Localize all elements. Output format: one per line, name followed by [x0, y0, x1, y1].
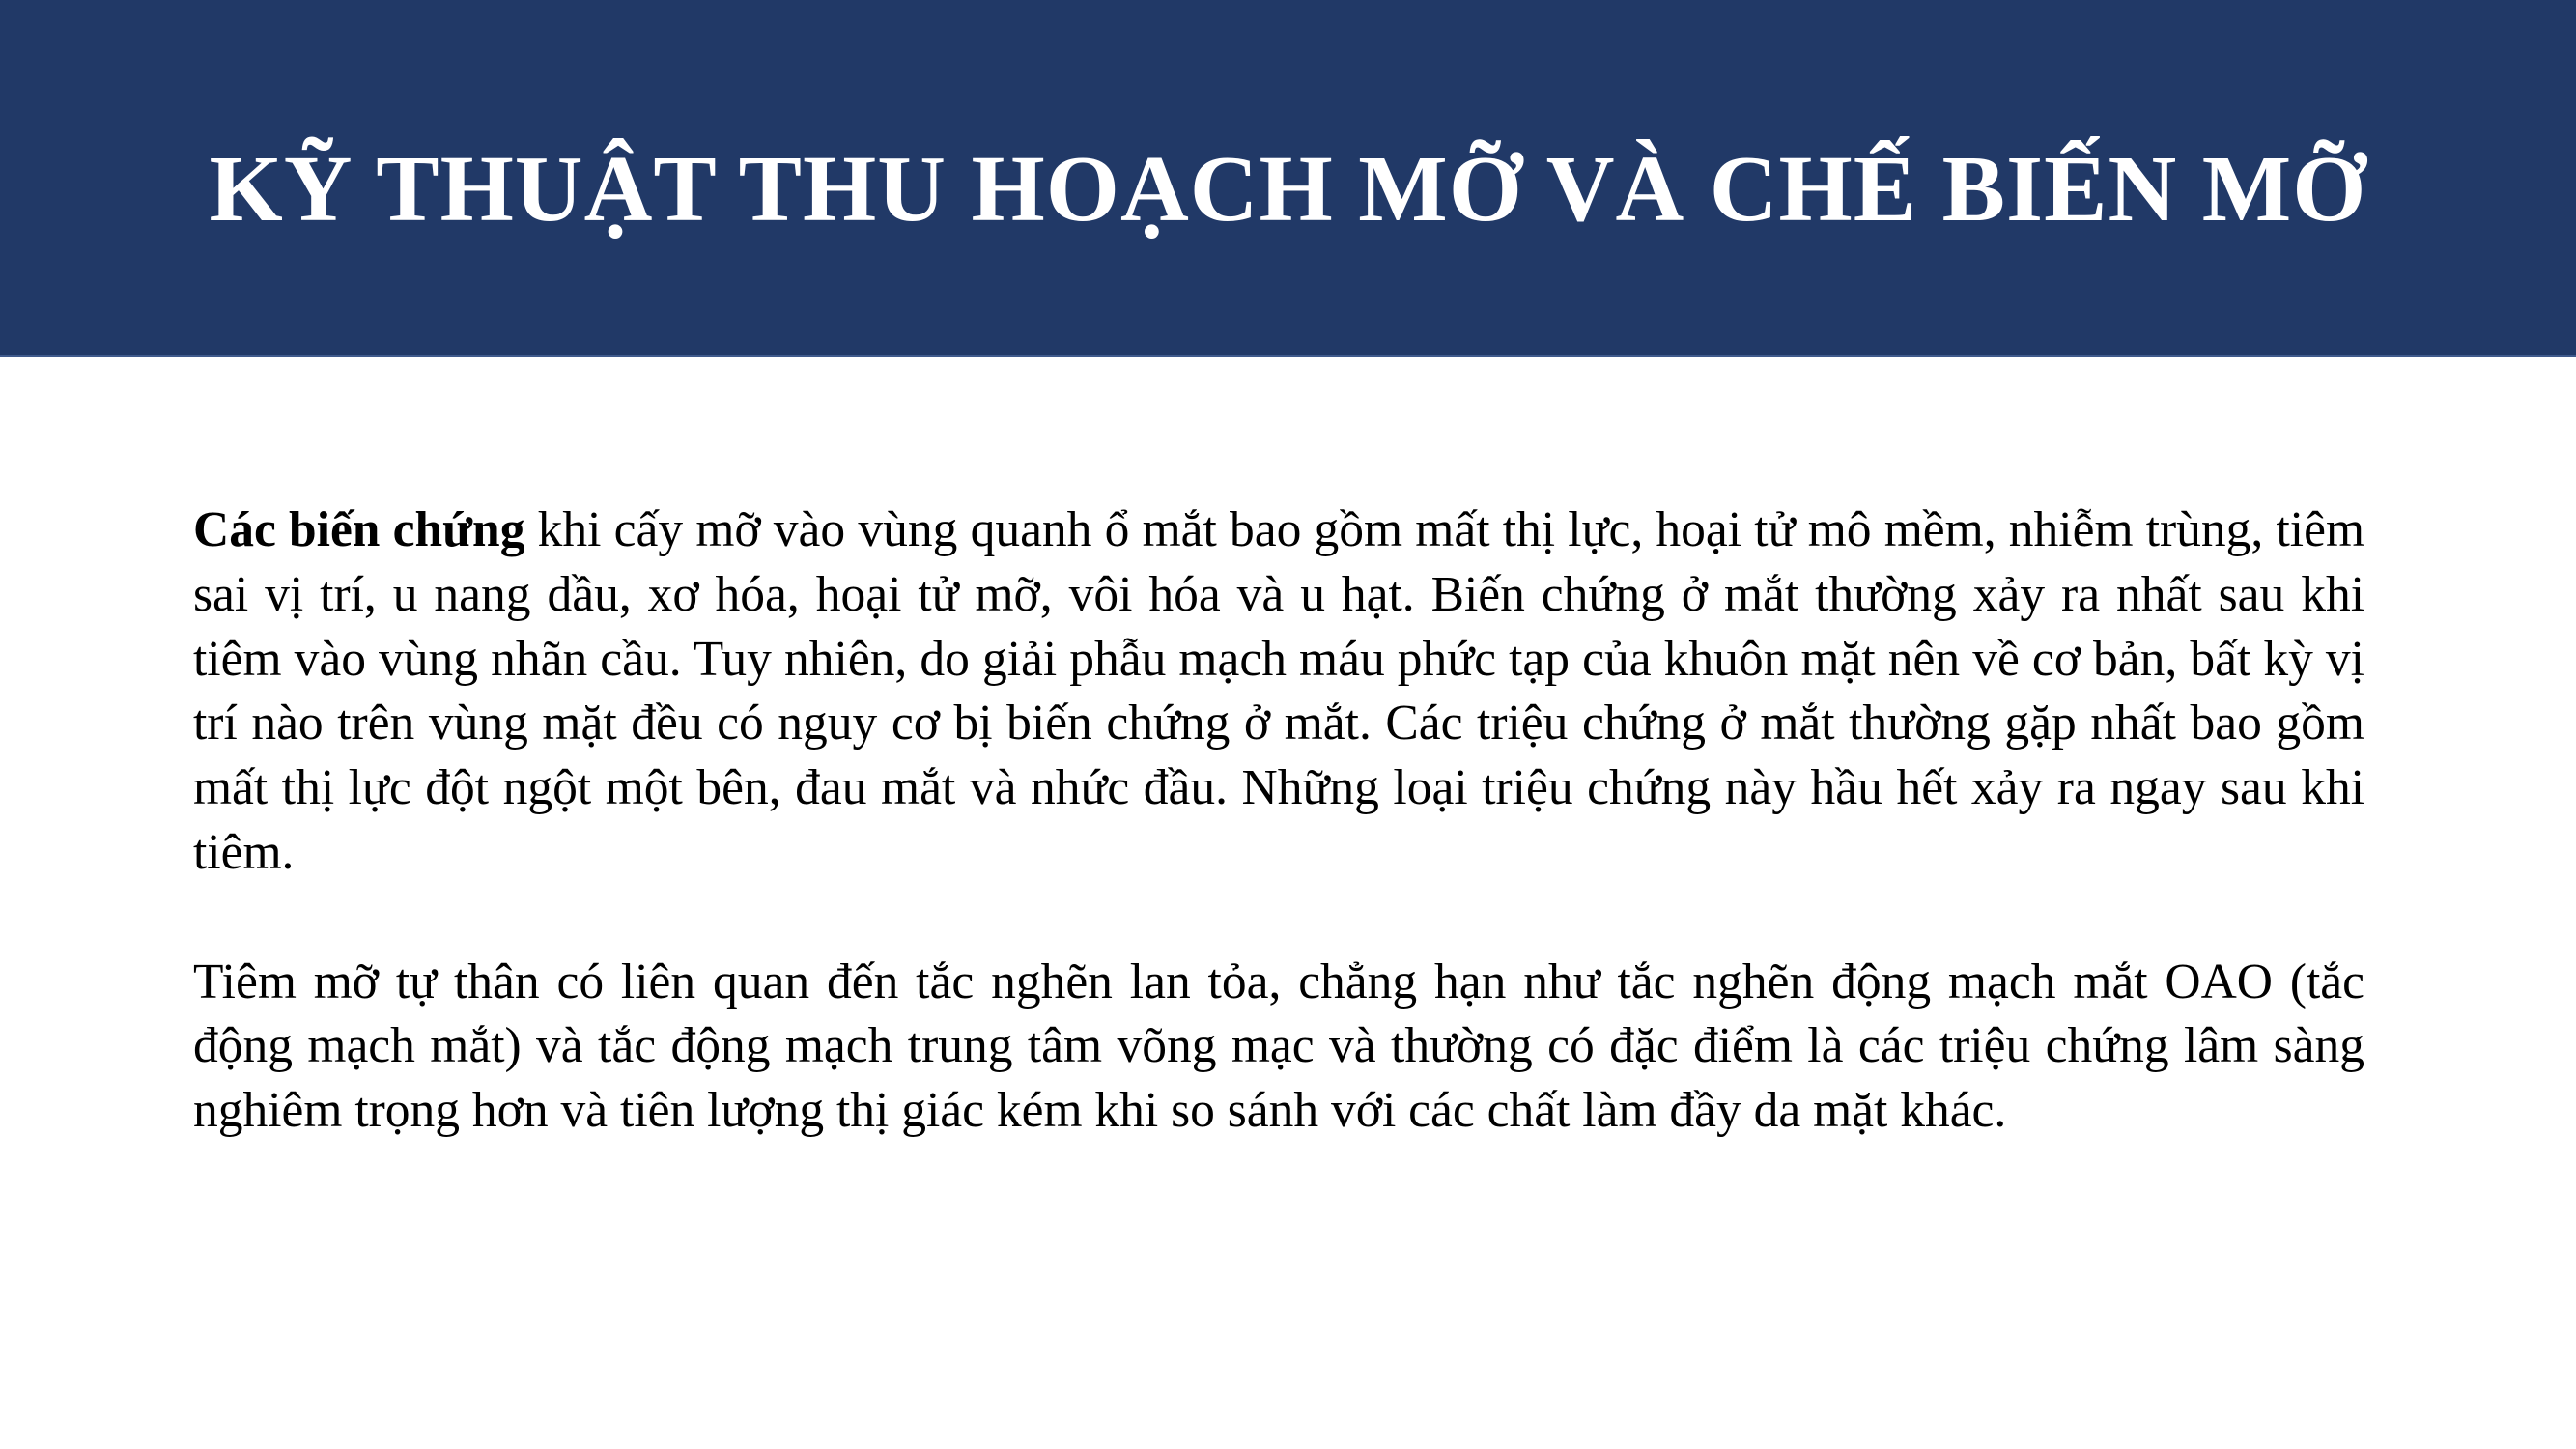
- paragraph-complications: [193, 498, 2364, 886]
- paragraph-text: khi cấy mỡ vào vùng quanh ổ mắt bao gồm mất thị lực, hoại tử mô mềm, nhiễm trùng, tiêm sai vị trí, u nang dầu, xơ hóa, hoại tử mỡ, vôi hóa và u hạt. Biến chứng ở mắt thường xảy ra nhất sau khi tiêm vào vùng nhãn cầu. Tuy nhiên, do giải phẫu mạch máu phức tạp của khuôn mặt nên về cơ bản, bất kỳ vị trí nào trên vùng mặt đều có nguy cơ bị biến chứng ở mắt. Các triệu chứng ở mắt thường gặp nhất bao gồm mất thị lực đột ngột một bên, đau mắt và nhức đầu. Những loại triệu chứng này hầu hết xảy ra ngay sau khi tiêm.: [193, 502, 2365, 880]
- slide-title: KỸ THUẬT THU HOẠCH MỠ VÀ CHẾ BIẾN MỠ: [209, 137, 2367, 242]
- paragraph-text: Tiêm mỡ tự thân có liên quan đến tắc nghẽn lan tỏa, chẳng hạn như tắc nghẽn động mạch mắt OAO (tắc động mạch mắt) và tắc động mạch trung tâm võng mạc và thường có đặc điểm là các triệu chứng lâm sàng nghiêm trọng hơn và tiên lượng thị giác kém khi so sánh với các chất làm đầy da mặt khác.: [193, 953, 2364, 1139]
- slide-body: [193, 498, 2364, 1144]
- paragraph-lead: Các biến chứng: [193, 502, 525, 557]
- paragraph-autologous-fat: [193, 951, 2364, 1144]
- title-banner: [0, 0, 2576, 357]
